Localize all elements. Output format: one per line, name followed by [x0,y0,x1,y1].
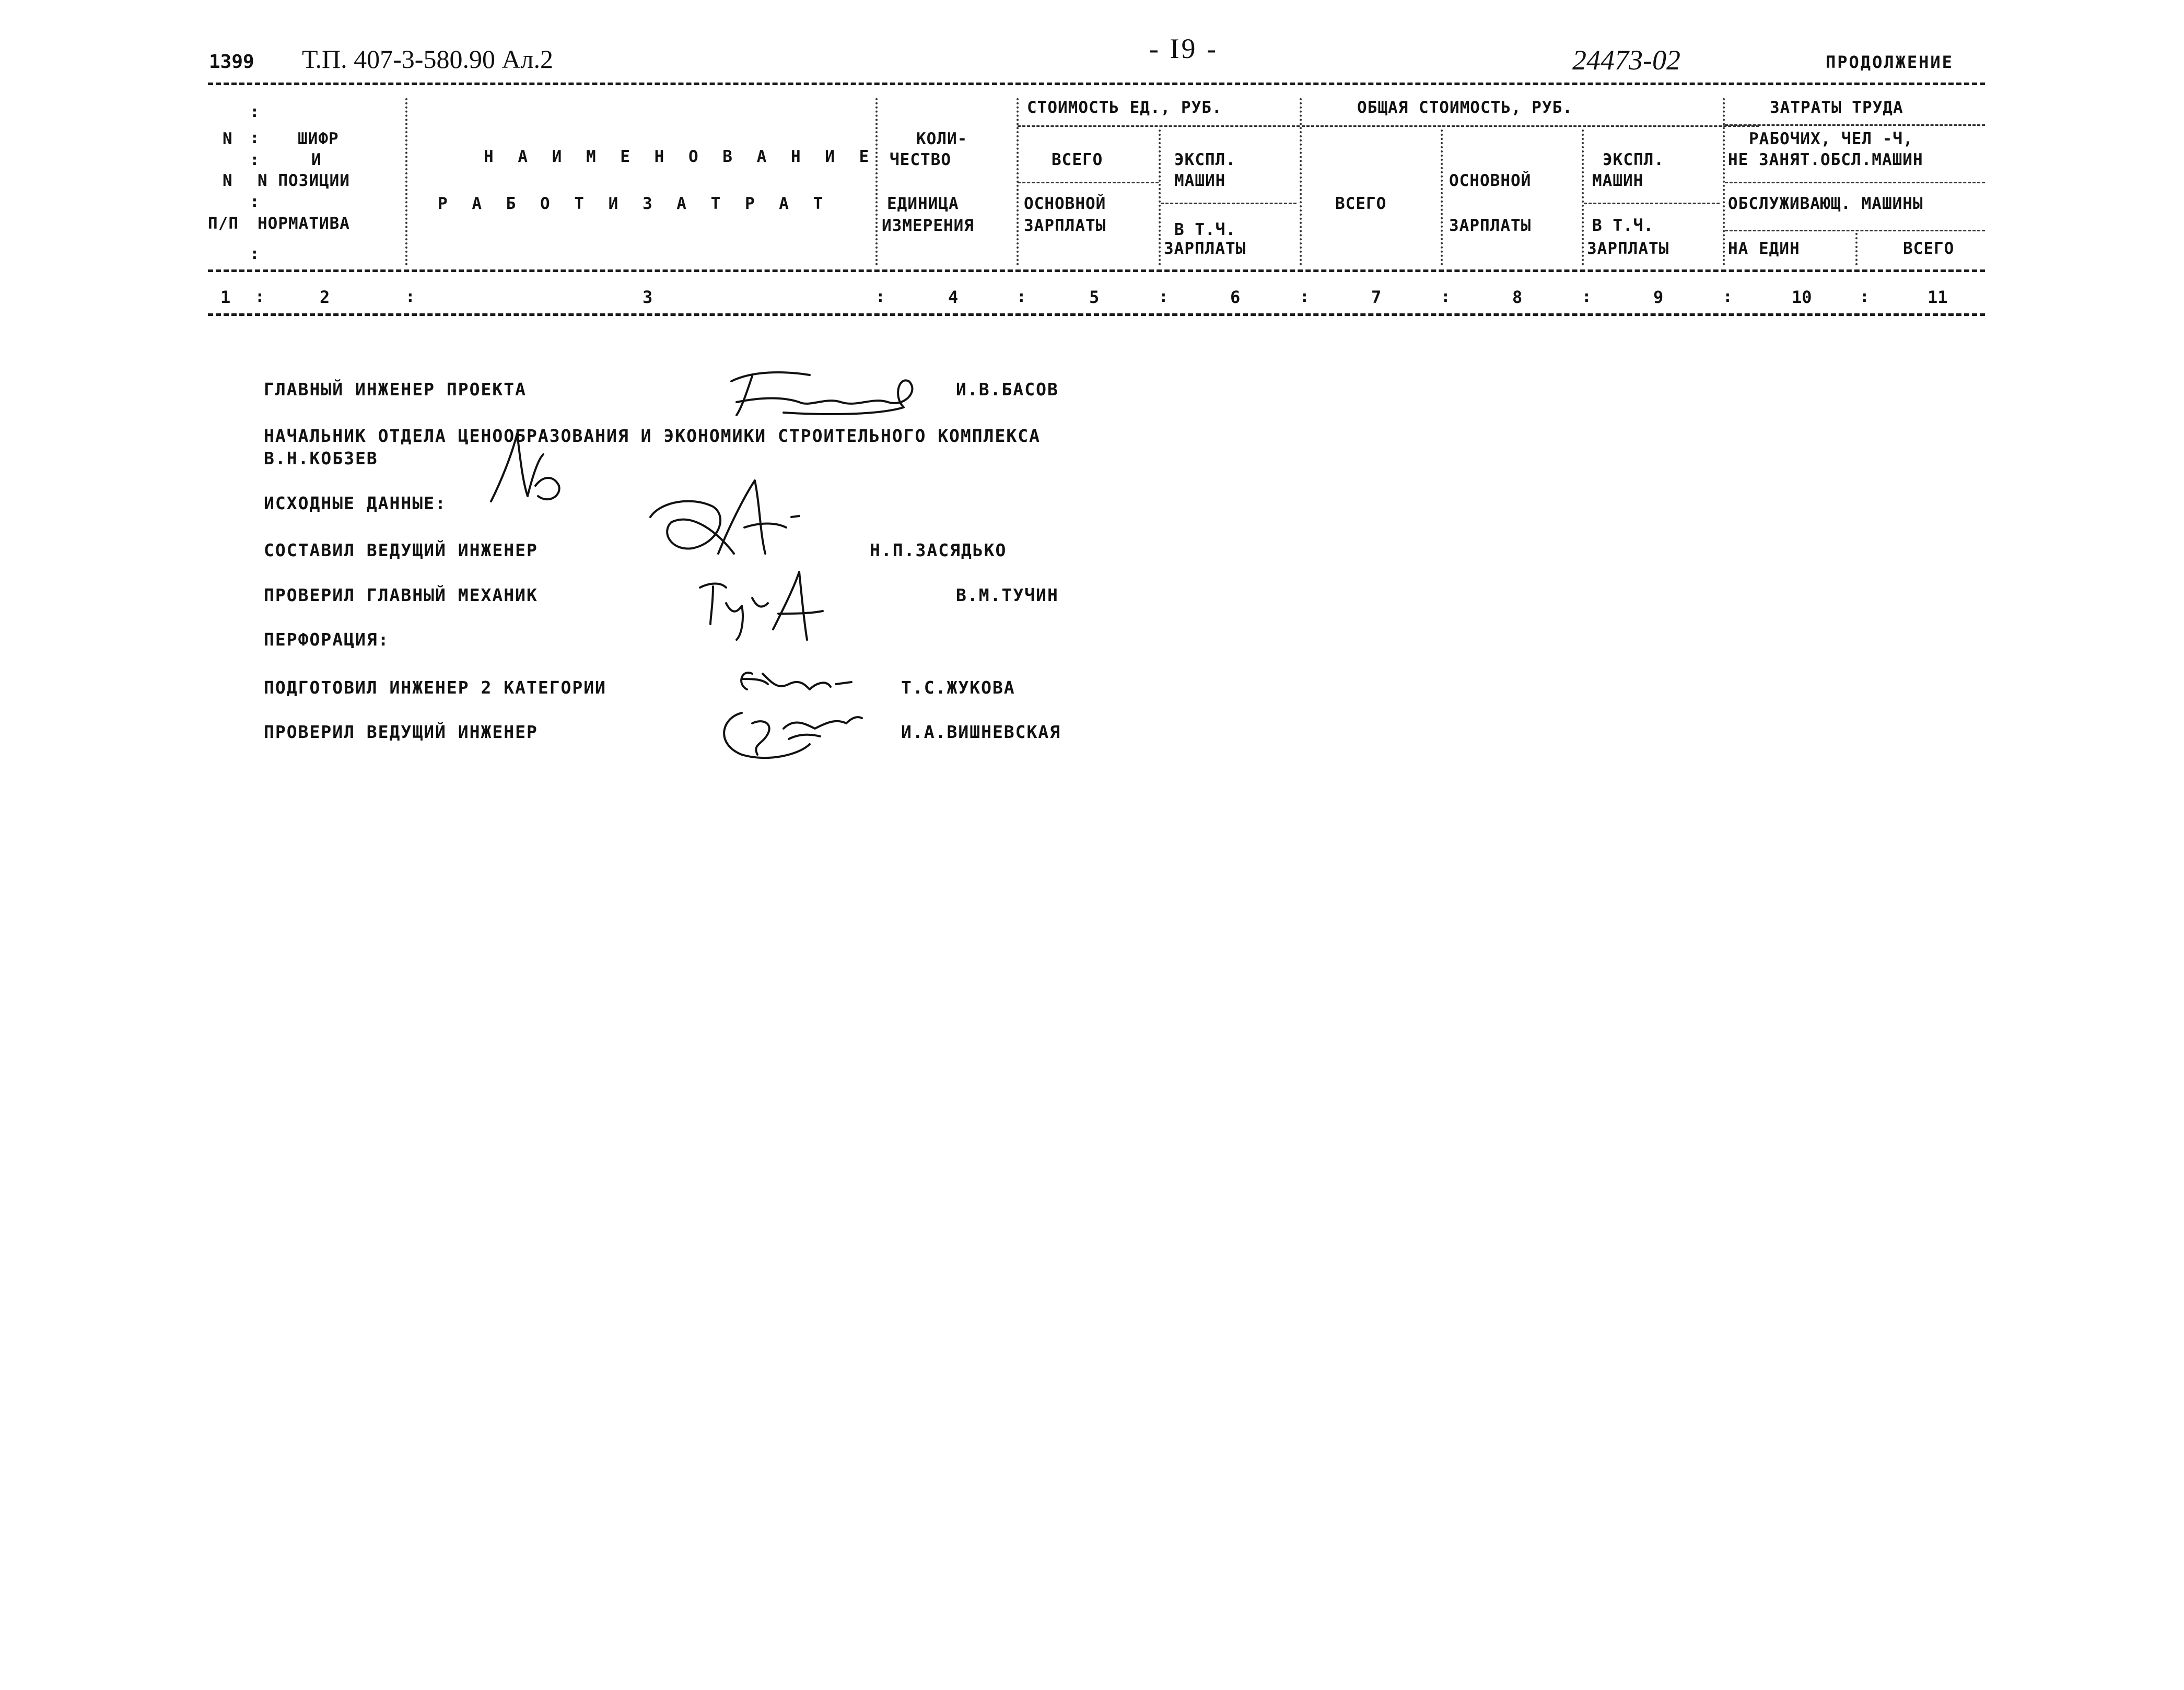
col3-line2: Р А Б О Т И З А Т Р А Т [438,194,831,213]
labor-group-line4: ОБСЛУЖИВАЮЩ. МАШИНЫ [1728,194,1923,213]
col9-line3: В Т.Ч. [1592,216,1654,235]
table-top-rule [208,83,1985,85]
col4-line3: ЕДИНИЦА [887,194,959,213]
table-bottom-rule [208,313,1985,316]
signature-vishnevskaya [710,702,878,770]
compiled-name: Н.П.ЗАСЯДЬКО [870,540,1007,560]
prepared-title: ПОДГОТОВИЛ ИНЖЕНЕР 2 КАТЕГОРИИ [264,677,607,698]
col5-line2: ОСНОВНОЙ [1024,194,1106,213]
labor-group-line2: РАБОЧИХ, ЧЕЛ -Ч, [1749,130,1913,148]
labor-group-line3: НЕ ЗАНЯТ.ОБСЛ.МАШИН [1728,150,1923,169]
tp-code: Т.П. 407-3-580.90 Ал.2 [302,44,554,74]
compiled-title: СОСТАВИЛ ВЕДУЩИЙ ИНЖЕНЕР [264,540,538,560]
sheet-number: 1399 [209,51,254,73]
col2-line2: И [311,150,322,169]
column-number: 3 [643,287,653,307]
column-number: 5 [1089,287,1100,307]
column-number: 8 [1512,287,1523,307]
checked-mechanic-title: ПРОВЕРИЛ ГЛАВНЫЙ МЕХАНИК [264,585,538,605]
column-number: 6 [1230,287,1241,307]
column-number: 10 [1792,287,1812,307]
col2-line4: НОРМАТИВА [258,214,350,233]
labor-group-line1: ЗАТРАТЫ ТРУДА [1770,98,1903,117]
col6-line2: МАШИН [1174,171,1226,190]
col8-line2: ЗАРПЛАТЫ [1449,216,1532,235]
checked-lead-title: ПРОВЕРИЛ ВЕДУЩИЙ ИНЖЕНЕР [264,722,538,742]
col4-line2: ЧЕСТВО [890,150,951,169]
chief-engineer-name: И.В.БАСОВ [956,379,1059,400]
dept-head-name: В.Н.КОБЗЕВ [264,448,378,468]
continued-label: ПРОДОЛЖЕНИЕ [1826,52,1954,72]
column-number: 1 [220,287,231,307]
col5-line1: ВСЕГО [1052,150,1103,169]
perforation-label: ПЕРФОРАЦИЯ: [264,629,390,650]
col9-line2: МАШИН [1592,171,1644,190]
signature-tuchin [695,567,825,645]
source-data-label: ИСХОДНЫЕ ДАННЫЕ: [264,493,447,513]
document-code: 24473-02 [1572,44,1680,76]
col6-line1: ЭКСПЛ. [1174,150,1236,169]
prepared-name: Т.С.ЖУКОВА [901,677,1015,698]
col2-line1: ШИФР [298,130,339,148]
table-header: N N П/П : : : : : ШИФР И N ПОЗИЦИИ НОРМАТИВА Н А И М Е Н О В А Н И Е Р А Б О Т И З А Т Р А Т КОЛИ- ЧЕСТВО ЕДИНИЦА ИЗМЕРЕНИЯ СТОИМОСТЬ ЕД., РУБ. ВСЕГО ОСНОВНОЙ ЗАРПЛАТЫ ЭКСПЛ. МАШИН В Т.Ч. ЗАРПЛАТЫ ОБЩАЯ СТОИМОСТЬ, РУБ. ВСЕГО ОСНОВНОЙ ЗАРПЛАТЫ ЭКСПЛ. МАШИН В Т.Ч. ЗАРПЛАТЫ ЗАТРАТЫ ТРУДА РАБОЧИХ, ЧЕЛ -Ч, НЕ ЗАНЯТ.ОБСЛ.МАШИН ОБСЛУЖИВАЮЩ. МАШИНЫ НА ЕДИН ВСЕГО [208,93,1985,267]
column-number: 4 [948,287,959,307]
signature-zasyadko [640,475,807,569]
dept-head-title: НАЧАЛЬНИК ОТДЕЛА ЦЕНООБРАЗОВАНИЯ И ЭКОНОМИКИ СТРОИТЕЛЬНОГО КОМПЛЕКСА [264,426,1041,446]
page-number: - I9 - [1149,33,1218,64]
col4-line1: КОЛИ- [916,130,968,148]
signature-basov [721,366,940,423]
checked-lead-name: И.А.ВИШНЕВСКАЯ [901,722,1061,742]
col11-line1: ВСЕГО [1903,239,1955,258]
col9-line4: ЗАРПЛАТЫ [1587,239,1669,258]
col4-line4: ИЗМЕРЕНИЯ [882,216,974,235]
total-cost-group: ОБЩАЯ СТОИМОСТЬ, РУБ. [1357,98,1573,117]
col7-line1: ВСЕГО [1335,194,1387,213]
col2-line3: N ПОЗИЦИИ [258,171,350,190]
column-number: 9 [1653,287,1664,307]
column-number: 11 [1928,287,1948,307]
col1-line1: N [223,130,233,148]
col6-line4: ЗАРПЛАТЫ [1164,239,1246,258]
signature-kobzev [481,418,575,512]
column-number: 7 [1371,287,1382,307]
checked-mechanic-name: В.М.ТУЧИН [956,585,1059,605]
col1-line2: N [223,171,233,190]
col8-line1: ОСНОВНОЙ [1449,171,1532,190]
col5-line3: ЗАРПЛАТЫ [1024,216,1106,235]
header-bottom-rule [208,269,1985,272]
col9-line1: ЭКСПЛ. [1603,150,1664,169]
col6-line3: В Т.Ч. [1174,220,1236,239]
column-number: 2 [320,287,330,307]
chief-engineer-title: ГЛАВНЫЙ ИНЖЕНЕР ПРОЕКТА [264,379,527,400]
col1-line3: П/П [208,214,239,233]
unit-cost-group: СТОИМОСТЬ ЕД., РУБ. [1027,98,1222,117]
col3-line1: Н А И М Е Н О В А Н И Е [484,147,877,166]
col10-line1: НА ЕДИН [1728,239,1800,258]
signature-zhukova [731,663,857,705]
